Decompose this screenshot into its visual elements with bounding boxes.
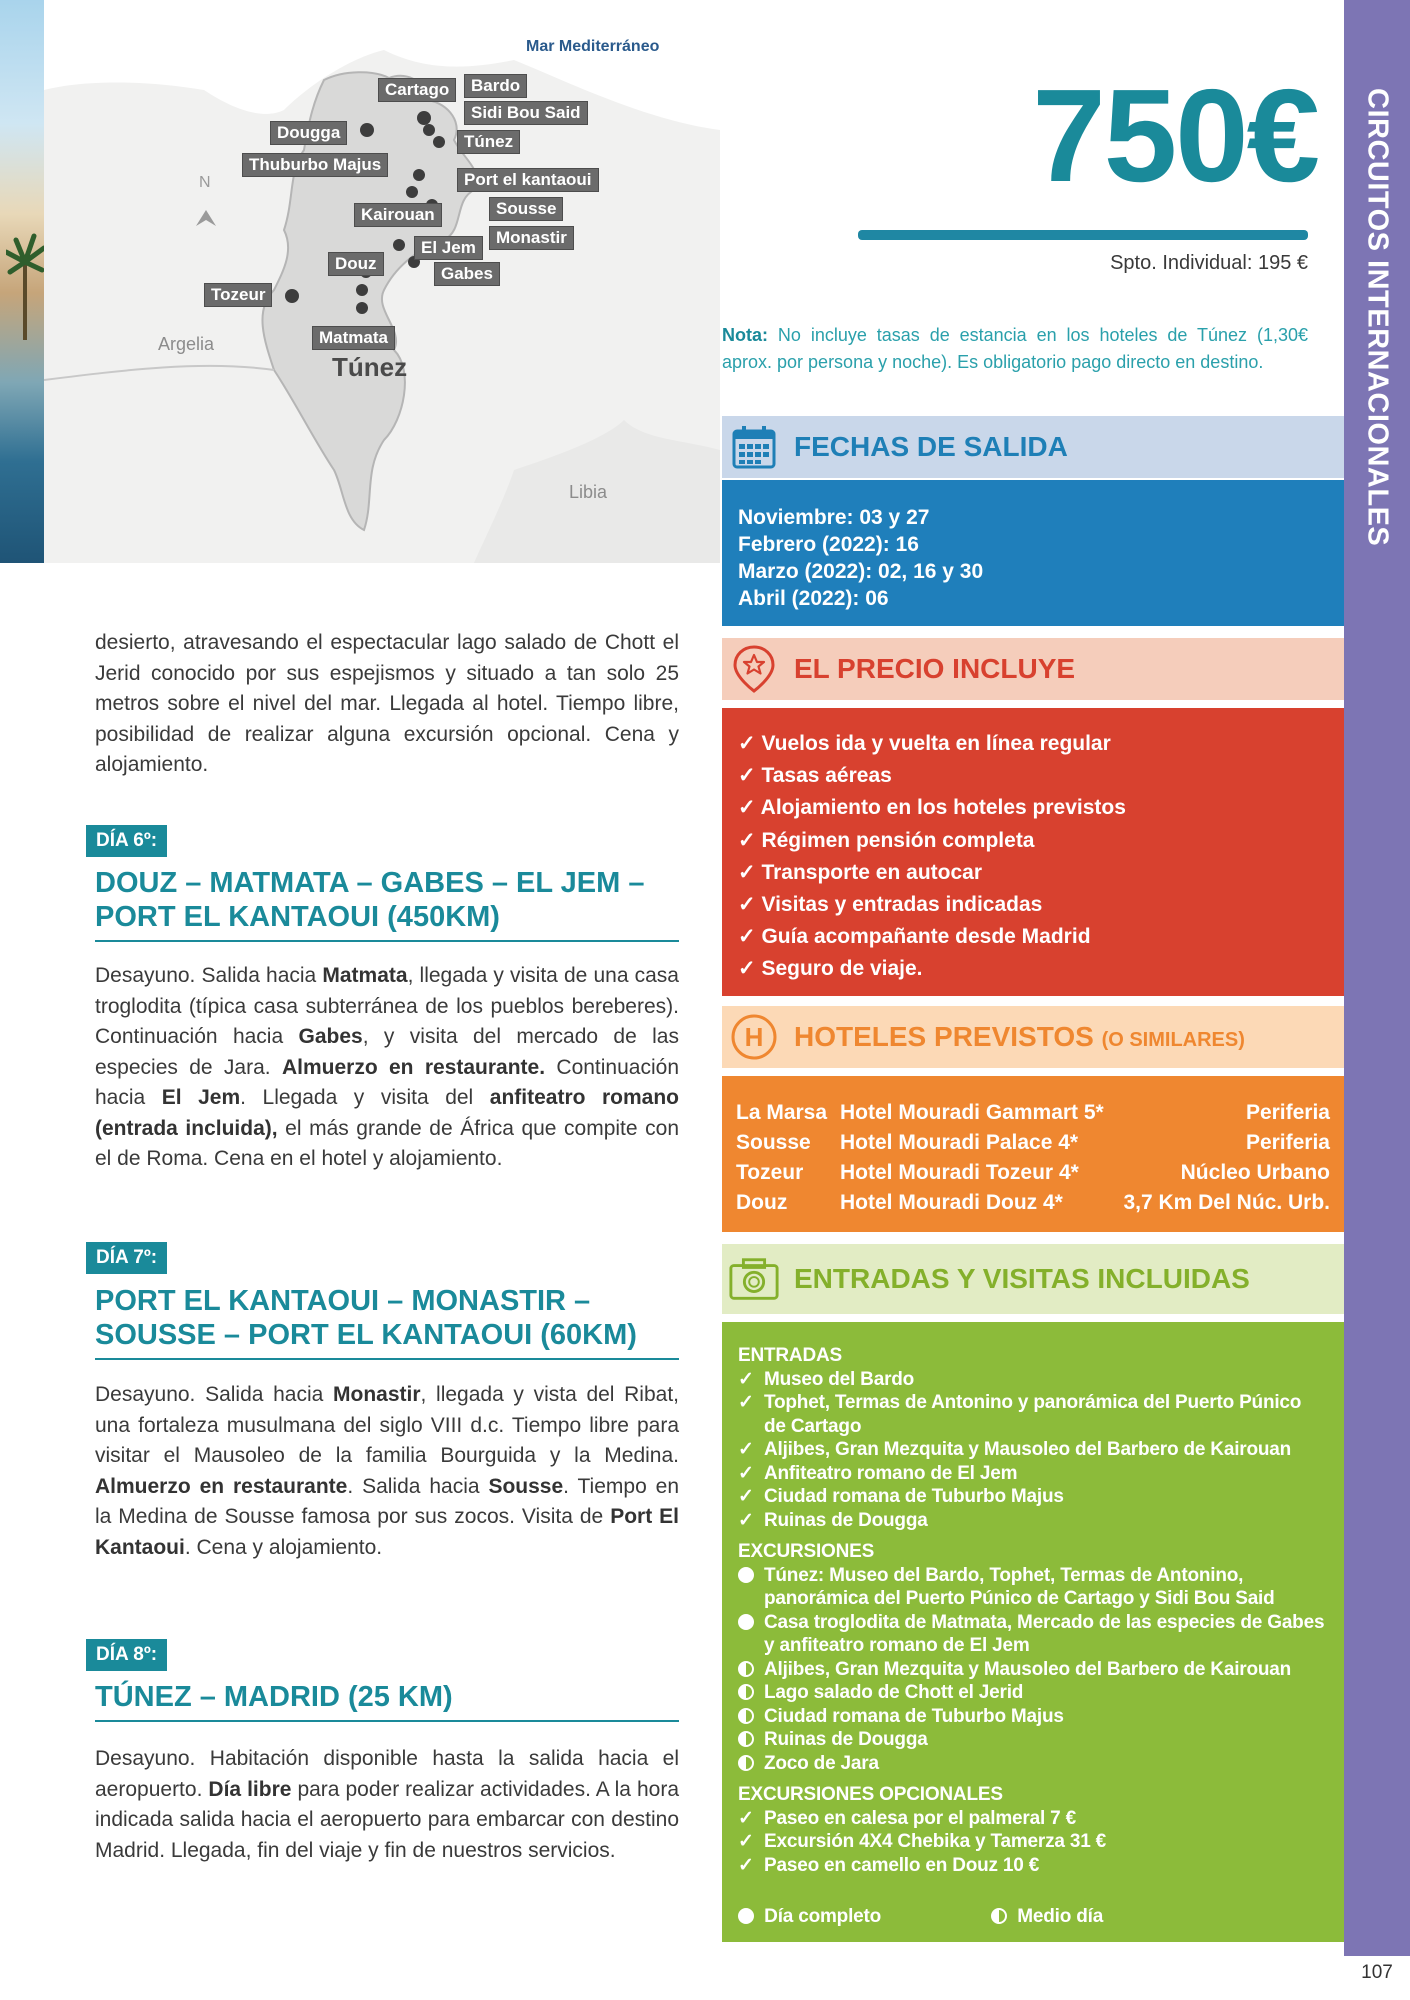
- tunisia-label: Túnez: [332, 352, 408, 382]
- excursion-item: Aljibes, Gran Mezquita y Mausoleo del Barbero de Kairouan: [738, 1658, 1328, 1682]
- note-text: No incluye tasas de estancia en los hoteles de Túnez (1,30€ aprox. por persona y noche). Es obligatorio pago directo en destino.: [722, 325, 1308, 372]
- day-badge: DÍA 6º:: [86, 825, 167, 857]
- city-label: Matmata: [312, 326, 395, 350]
- check-icon: ✓: [738, 1854, 754, 1876]
- price-includes-header: [722, 638, 1344, 700]
- city-label: Gabes: [434, 262, 500, 286]
- half-day-icon: [991, 1908, 1007, 1924]
- excursion-item: Casa troglodita de Matmata, Mercado de las especies de Gabes y anfiteatro romano de El Jem: [738, 1611, 1328, 1658]
- price-includes-title: EL PRECIO INCLUYE: [794, 653, 1076, 684]
- libya-label: Libia: [569, 482, 608, 502]
- city-label: Túnez: [457, 130, 520, 154]
- day-badge: DÍA 7º:: [86, 1242, 167, 1274]
- day-description: Desayuno. Salida hacia Matmata, llegada y visita de una casa troglodita (típica casa subterránea de los pueblos bereberes). Continuación hacia Gabes, y visita del mercado de las especies de Jara. Almuerzo en restaurante. Continuación hacia El Jem. Llegada y visita del anfiteatro romano (entrada incluida), el más grande de África que compite con el de Roma. Cena en el hotel y alojamiento.: [95, 964, 680, 1170]
- included-item: ✓ Guía acompañante desde Madrid: [738, 925, 1091, 949]
- page-number: 107: [1344, 1956, 1410, 2000]
- entrada-item: ✓ Aljibes, Gran Mezquita y Mausoleo del Barbero de Kairouan: [738, 1439, 1292, 1460]
- check-icon: ✓: [738, 1807, 754, 1829]
- location-star-icon: [728, 643, 780, 695]
- check-icon: ✓: [738, 796, 761, 820]
- check-icon: ✓: [738, 732, 762, 755]
- check-icon: ✓: [738, 764, 762, 788]
- check-icon: ✓: [738, 1368, 754, 1390]
- optional-item: ✓ Paseo en calesa por el palmeral 7 €: [738, 1807, 1076, 1829]
- excursiones-label: EXCURSIONES: [738, 1541, 875, 1562]
- excursion-item: Ruinas de Dougga: [738, 1728, 1328, 1752]
- half-day-icon: [738, 1752, 754, 1776]
- day-title: PORT EL KANTAOUI – MONASTIR – SOUSSE – PORT EL KANTAOUI (60KM): [95, 1284, 679, 1360]
- city-label: Dougga: [270, 121, 347, 145]
- hotel-h-icon: [728, 1011, 780, 1063]
- day-title: DOUZ – MATMATA – GABES – EL JEM – PORT EL KANTAOUI (450KM): [95, 866, 679, 942]
- price-divider: [858, 230, 1308, 240]
- half-day-icon: [738, 1681, 754, 1705]
- algeria-label: Argelia: [158, 334, 215, 354]
- check-icon: ✓: [738, 957, 762, 981]
- departure-date: Noviembre: 03 y 27: [738, 506, 930, 529]
- half-day-icon: [738, 1728, 754, 1752]
- included-item: ✓ Régimen pensión completa: [738, 828, 1035, 852]
- day-description: Desayuno. Habitación disponible hasta la salida hacia el aeropuerto. Día libre para poder realizar actividades. A la hora indicada salida hacia el aeropuerto para embarcar con destino Madrid. Llegada, fin del viaje y fin de nuestros servicios.: [95, 1747, 679, 1862]
- check-icon: ✓: [738, 893, 762, 917]
- city-label: Sidi Bou Said: [464, 101, 588, 125]
- day-description: Desayuno. Salida hacia Monastir, llegada y vista del Ribat, una fortaleza musulmana del siglo VIII d.c. Tiempo libre para visitar el Mausoleo de la familia Bourguida y la Medina. Almuerzo en restaurante. Salida hacia Sousse. Tiempo en la Medina de Sousse famosa por sus zocos. Visita de Port El Kantaoui. Cena y alojamiento.: [95, 1383, 680, 1559]
- check-icon: ✓: [738, 1831, 754, 1852]
- excursion-item: Túnez: Museo del Bardo, Tophet, Termas de Antonino, panorámica del Puerto Púnico de Cartago y Sidi Bou Said: [738, 1564, 1328, 1611]
- hotel-row: Douz Hotel Mouradi Douz 4* 3,7 Km Del Núc. Urb.: [736, 1191, 1330, 1214]
- departure-dates-title: FECHAS DE SALIDA: [794, 431, 1068, 462]
- section-side-tab: [1344, 0, 1410, 1998]
- excursion-item: Lago salado de Chott el Jerid: [738, 1681, 1328, 1705]
- camera-icon: [728, 1253, 780, 1305]
- legend-full-day: Día completo: [738, 1905, 881, 1929]
- price-includes-list: [722, 708, 1344, 996]
- entrada-item: ✓ Anfiteatro romano de El Jem: [738, 1462, 1018, 1484]
- entrada-item: ✓ Tophet, Termas de Antonino y panorámica del Puerto Púnico de Cartago: [738, 1392, 1302, 1437]
- note-label: Nota:: [722, 325, 768, 345]
- city-label: Port el kantaoui: [457, 168, 599, 192]
- check-icon: ✓: [738, 1462, 754, 1484]
- hotels-header: [722, 1006, 1344, 1068]
- check-icon: ✓: [738, 828, 762, 852]
- entrada-item: ✓ Ruinas de Dougga: [738, 1509, 928, 1531]
- coast-photo: [0, 0, 44, 563]
- tickets-list: [722, 1322, 1344, 1942]
- legend-half-day: Medio día: [991, 1905, 1103, 1929]
- excursion-item: Ciudad romana de Tuburbo Majus: [738, 1705, 1328, 1729]
- itinerary-intro: desierto, atravesando el espectacular lago salado de Chott el Jerid conocido por sus espejismos y situado a tan solo 25 metros sobre el nivel del mar. Llegada al hotel. Tiempo libre, posibilidad de realizar alguna excursión opcional. Cena y alojamiento.: [95, 631, 679, 776]
- city-label: Thuburbo Majus: [242, 153, 388, 177]
- optional-item: ✓ Paseo en camello en Douz 10 €: [738, 1854, 1040, 1876]
- hotels-subtitle: (O SIMILARES): [1101, 1029, 1245, 1051]
- hotels-table: [722, 1076, 1344, 1232]
- north-label: N: [199, 174, 211, 191]
- tunisia-map: [44, 0, 720, 563]
- city-label: Tozeur: [204, 283, 272, 307]
- city-label: Bardo: [464, 74, 527, 98]
- check-icon: ✓: [738, 860, 762, 884]
- palm-tree-icon: [6, 230, 44, 340]
- price-amount: 750€: [1032, 62, 1318, 209]
- section-title: CIRCUITOS INTERNACIONALES: [1361, 88, 1394, 547]
- legend: [738, 1905, 1103, 1929]
- day-title: TÚNEZ – MADRID (25 KM): [95, 1680, 679, 1722]
- hotel-row: Tozeur Hotel Mouradi Tozeur 4* Núcleo Urbano: [736, 1161, 1330, 1184]
- departure-dates-header: [722, 416, 1344, 478]
- calendar-icon: [728, 421, 780, 473]
- departure-date: Febrero (2022): 16: [738, 533, 919, 556]
- departure-dates-list: [722, 480, 1344, 626]
- svg-text:H: H: [744, 1022, 764, 1052]
- tickets-header: [722, 1244, 1344, 1314]
- opcionales-label: EXCURSIONES OPCIONALES: [738, 1784, 1003, 1805]
- north-arrow-icon: [196, 210, 216, 226]
- check-icon: ✓: [738, 1392, 754, 1413]
- city-label: Douz: [328, 252, 384, 276]
- excursion-item: Zoco de Jara: [738, 1752, 1328, 1776]
- included-item: ✓ Tasas aéreas: [738, 764, 892, 788]
- included-item: ✓ Vuelos ida y vuelta en línea regular: [738, 732, 1111, 755]
- departure-date: Marzo (2022): 02, 16 y 30: [738, 560, 984, 583]
- city-label: Kairouan: [354, 203, 442, 227]
- city-label: El Jem: [414, 236, 483, 260]
- entradas-label: ENTRADAS: [738, 1345, 842, 1366]
- included-item: ✓ Transporte en autocar: [738, 860, 982, 884]
- note: [722, 322, 1308, 376]
- included-item: ✓ Visitas y entradas indicadas: [738, 893, 1043, 917]
- hotel-row: Sousse Hotel Mouradi Palace 4* Periferia: [736, 1131, 1330, 1154]
- check-icon: ✓: [738, 1439, 754, 1460]
- included-item: ✓ Alojamiento en los hoteles previstos: [738, 796, 1126, 820]
- check-icon: ✓: [738, 1486, 754, 1507]
- optional-item: ✓ Excursión 4X4 Chebika y Tamerza 31 €: [738, 1831, 1107, 1852]
- full-day-icon: [738, 1611, 754, 1635]
- city-label: Cartago: [378, 78, 456, 102]
- hotel-row: La Marsa Hotel Mouradi Gammart 5* Periferia: [736, 1101, 1330, 1124]
- city-label: Monastir: [489, 226, 574, 250]
- full-day-icon: [738, 1564, 754, 1588]
- entrada-item: ✓ Ciudad romana de Tuburbo Majus: [738, 1486, 1064, 1507]
- full-day-icon: [738, 1908, 754, 1924]
- hotels-title: HOTELES PREVISTOS (O SIMILARES): [794, 1021, 1245, 1052]
- check-icon: ✓: [738, 1509, 754, 1531]
- sea-label: Mar Mediterráneo: [526, 38, 660, 55]
- day-badge: DÍA 8º:: [86, 1639, 167, 1671]
- entrada-item: ✓ Museo del Bardo: [738, 1368, 915, 1390]
- half-day-icon: [738, 1705, 754, 1729]
- tickets-title: ENTRADAS Y VISITAS INCLUIDAS: [794, 1263, 1250, 1294]
- city-label: Sousse: [489, 197, 563, 221]
- single-supplement: Spto. Individual: 195 €: [1110, 252, 1308, 274]
- check-icon: ✓: [738, 925, 762, 949]
- half-day-icon: [738, 1658, 754, 1682]
- departure-date: Abril (2022): 06: [738, 587, 889, 610]
- included-item: ✓ Seguro de viaje.: [738, 957, 923, 981]
